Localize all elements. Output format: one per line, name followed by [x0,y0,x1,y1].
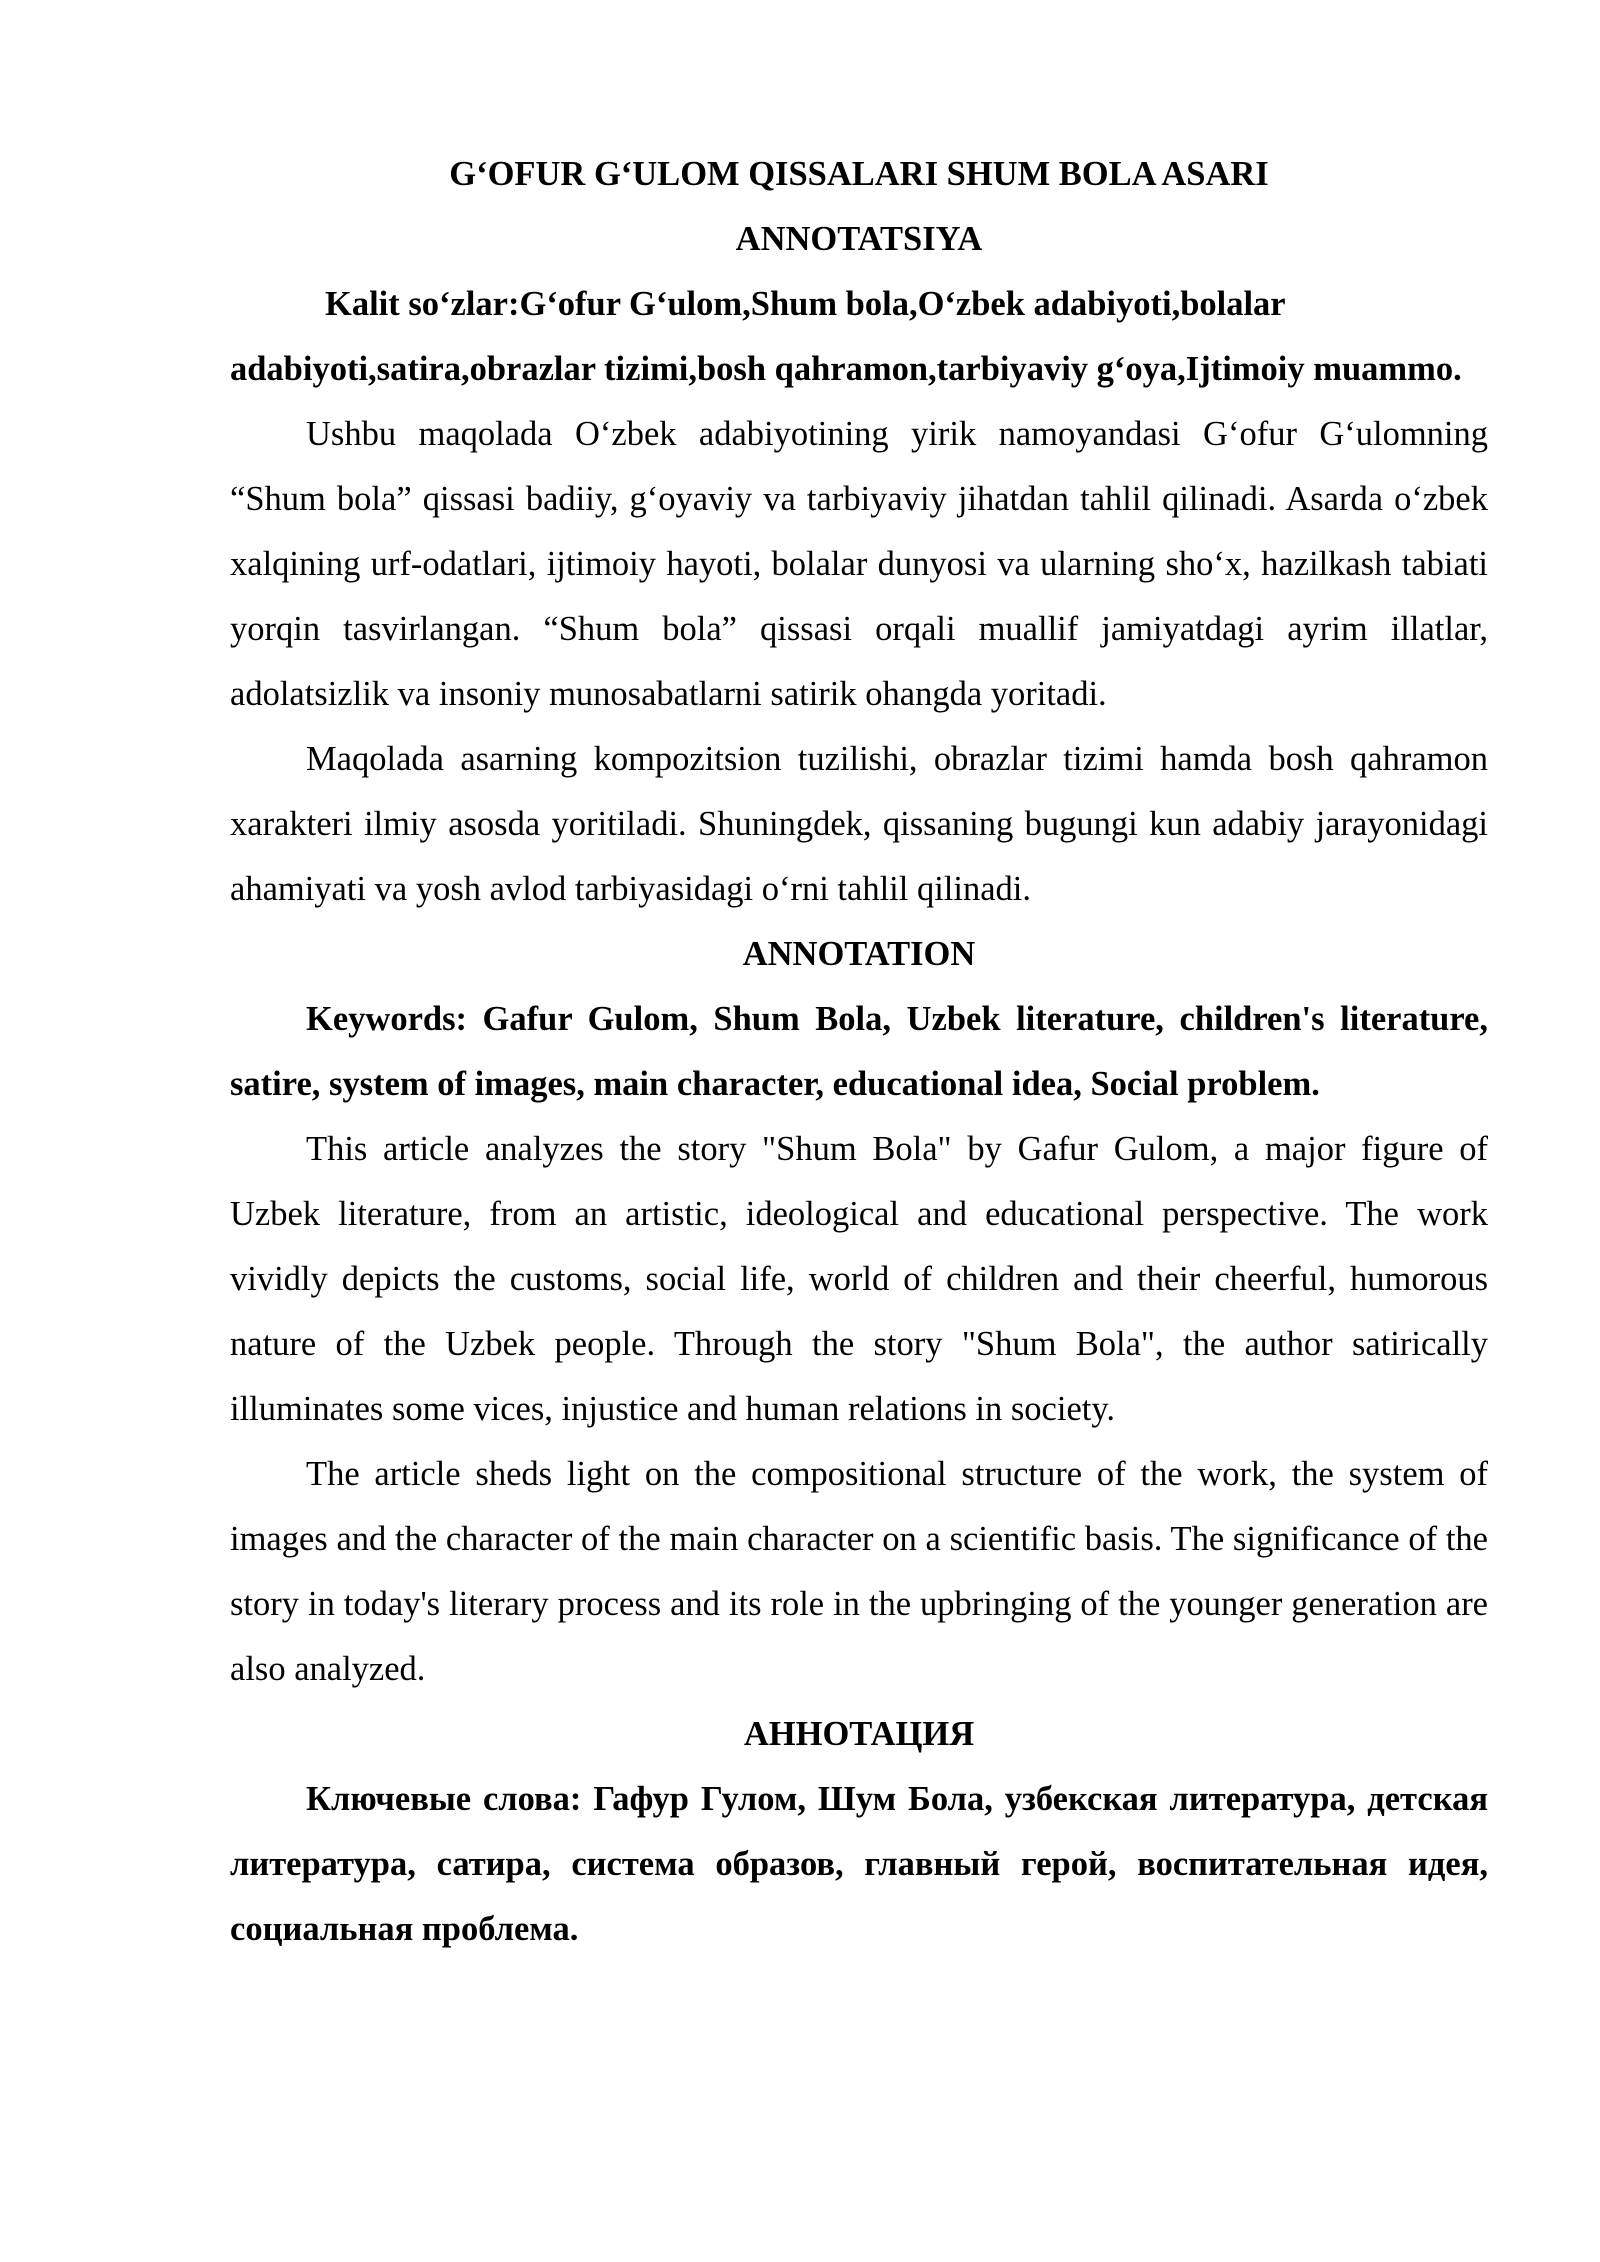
heading-ru: АННОТАЦИЯ [743,1715,975,1753]
paragraph-uz-2: Maqolada asarning kompozitsion tuzilishi, obrazlar tizimi hamda bosh qahramon xarakteri ilmiy asosda yoritiladi. Shuningdek, qissaning bugungi kun adabiy jarayonidagi ahamiyati va yosh avlod tarbiyasidagi o‘rni tahlil qilinadi. [230,740,1488,908]
paragraph-en-1: This article analyzes the story "Shum Bola" by Gafur Gulom, a major figure of Uzbek literature, from an artistic, ideological and educational perspective. The work vividly depicts the customs, social life, world of children and their cheerful, humorous nature of the Uzbek people. Through the story "Shum Bola", the author satirically illuminates some vices, injustice and human relations in society. [230,1130,1488,1428]
document-page [230,142,1488,1962]
heading-uz: ANNOTATSIYA [735,220,983,258]
keywords-en: Keywords: Gafur Gulom, Shum Bola, Uzbek literature, children's literature, satire, system of images, main character, educational idea, Social problem. [230,1000,1488,1103]
document-title: G‘OFUR G‘ULOM QISSALARI SHUM BOLA ASARI [449,155,1269,193]
paragraph-en-2: The article sheds light on the compositional structure of the work, the system of images and the character of the main character on a scientific basis. The significance of the story in today's literary process and its role in the upbringing of the younger generation are also analyzed. [230,1455,1488,1688]
keywords-uz: Kalit so‘zlar:G‘ofur G‘ulom,Shum bola,O‘zbek adabiyoti,bolalar adabiyoti,satira,obrazlar tizimi,bosh qahramon,tarbiyaviy g‘oya,Ijtimoiy muammo. [230,285,1462,388]
keywords-ru: Ключевые слова: Гафур Гулом, Шум Бола, узбекская литература, детская литература, сатира, система образов, главный герой, воспитательная идея, социальная проблема. [230,1780,1488,1948]
paragraph-uz-1: Ushbu maqolada O‘zbek adabiyotining yirik namoyandasi G‘ofur G‘ulomning “Shum bola” qissasi badiiy, g‘oyaviy va tarbiyaviy jihatdan tahlil qilinadi. Asarda o‘zbek xalqining urf-odatlari, ijtimoiy hayoti, bolalar dunyosi va ularning sho‘x, hazilkash tabiati yorqin tasvirlangan. “Shum bola” qissasi orqali muallif jamiyatdagi ayrim illatlar, adolatsizlik va insoniy munosabatlarni satirik ohangda yoritadi. [230,415,1488,713]
heading-en: ANNOTATION [742,935,976,973]
